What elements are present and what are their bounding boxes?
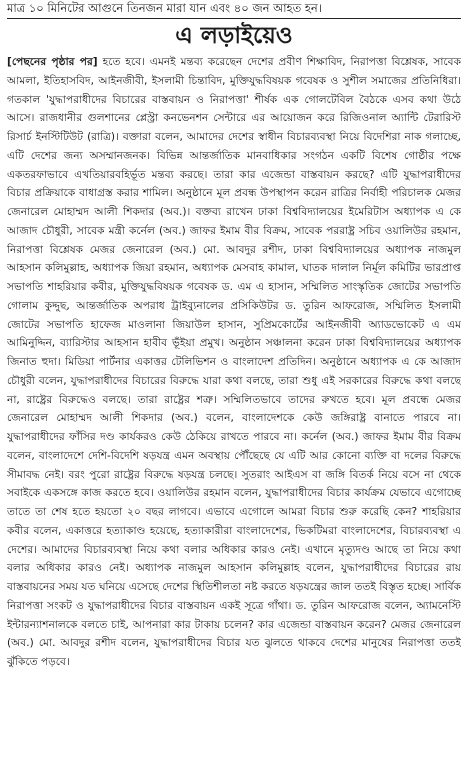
headline: এ লড়াইয়েও: [175, 23, 293, 49]
previous-article-tail: মাত্র ১০ মিনিটের আগুনে তিনজন মারা যান এবং ৪০ জন আহত হন।: [7, 1, 322, 15]
continued-label: [পেছনের পৃষ্ঠার পর]: [7, 56, 98, 68]
article-paragraph: [7, 53, 461, 672]
article-text: হতে হবে। এমনই মন্তব্য করেছেন দেশের প্রবীণ শিক্ষাবিদ, নিরাপত্তা বিশ্লেষক, সাবেক আমলা, ইতিহাসবিদ, আইনজীবী, ইসলামী চিন্তাবিদ, মুক্তিযুদ্ধবিষয়ক গবেষক ও সুশীল সমাজের প্রতিনিধিরা। গতকাল 'যুদ্ধাপরাধীদের বিচারের বাস্তবায়ন ও নিরাপত্তা' শীর্ষক এক গোলটেবিল বৈঠকে এসব কথা উঠে আসে। রাজধানীর গুলশানের প্লেস্ট্রা কনভেনশন সেন্টারে এর আয়োজন করে রিজিওনাল অ্যান্টি টেরারিস্ট রিসার্চ ইনস্টিটিউট (রাত্রি)। বক্তারা বলেন, আমাদের দেশের স্বাধীন বিচারব্যবস্থা নিয়ে বিদেশিরা নাক গলাচ্ছে, এটি দেশের জন্য অসম্মানজনক। বিভিন্ন আন্তর্জাতিক মানবাধিকার সংগঠন একটি বিশেষ গোষ্ঠীর পক্ষে একতরফাভাবে এখতিয়ারবহির্ভূত মন্তব্য করছে। তারা কার এজেন্ডা বাস্তবায়ন করছে? এটি যুদ্ধাপরাধীদের বিচার প্রক্রিয়াকে বাধাগ্রস্ত করার শামিল। অনুষ্ঠানে মূল প্রবন্ধ উপস্থাপন করেন রাত্রির নির্বাহী পরিচালক মেজর জেনারেল মোহাম্মদ আলী শিকদার (অব.)। বক্তব্য রাখেন ঢাকা বিশ্ববিদ্যালয়ের ইমেরিটাস অধ্যাপক এ কে আজাদ চৌধুরী, সাবেক মন্ত্রী কর্নেল (অব.) জাফর ইমাম বীর বিক্রম, সাবেক পররাষ্ট্র সচিব ওয়ালিউর রহমান, নিরাপত্তা বিশ্লেষক মেজর জেনারেল (অব.) মো. আবদুর রশীদ, ঢাকা বিশ্ববিদ্যালয়ের অধ্যাপক নাজমুল আহসান কলিমুল্লাহ, অধ্যাপক জিয়া রহমান, অধ্যাপক মেসবাহ কামাল, ঘাতক দালাল নির্মূল কমিটির ভারপ্রাপ্ত সভাপতি শাহরিয়ার কবীর, মুক্তিযুদ্ধবিষয়ক গবেষক ড. এম এ হাসান, সম্মিলিত সাংস্কৃতিক জোটের সভাপতি গোলাম কুদ্দুছ, আন্তর্জাতিক অপরাধ ট্রাইব্যুনালের প্রসিকিউটর ড. তুরিন আফরোজ, সম্মিলিত ইসলামী জোটের সভাপতি হাফেজ মাওলানা জিয়াউল হাসান, সুপ্রিমকোর্টের আইনজীবী অ্যাডভোকেট এ এম আমিনুদ্দিন, ব্যারিস্টার আহসান হাবীব ভূঁইয়া প্রমুখ। অনুষ্ঠান সঞ্চালনা করেন ঢাকা বিশ্ববিদ্যালয়ের অধ্যাপক জিনাত হুদা। মিডিয়া পার্টনার একাত্তর টেলিভিশন ও বাংলাদেশ প্রতিদিন। অনুষ্ঠানে অধ্যাপক এ কে আজাদ চৌধুরী বলেন, যুদ্ধাপরাধীদের বিচারের বিরুদ্ধে যারা কথা বলছে, তারা শুধু এই সরকারের বিরুদ্ধে কথা বলছে না, রাষ্ট্রের বিরুদ্ধেও বলছে। তারা রাষ্ট্রের শত্রু। সম্মিলিতভাবে তাদের রুখতে হবে। মূল প্রবন্ধে মেজর জেনারেল মোহাম্মদ আলী শিকদার (অব.) বলেন, বাংলাদেশকে কেউ জঙ্গিরাষ্ট্র বানাতে পারবে না। যুদ্ধাপরাধীদের ফাঁসির দণ্ড কার্যকরও কেউ ঠেকিয়ে রাখতে পারবে না। কর্নেল (অব.) জাফর ইমাম বীর বিক্রম বলেন, বাংলাদেশে দেশি-বিদেশি ষড়যন্ত্র এমন অবস্থায় পৌঁছেছে যে এটি আর কোনো ব্যক্তি বা দলের বিরুদ্ধে সীমাবদ্ধ নেই। বরং পুরো রাষ্ট্রের বিরুদ্ধে ষড়যন্ত্র চলছে। সুতরাং আইএস বা জঙ্গি বিতর্ক নিয়ে বসে না থেকে সবাইকে একসঙ্গে কাজ করতে হবে। ওয়ালিউর রহমান বলেন, যুদ্ধাপরাধীদের বিচার কার্যক্রম যেভাবে এগোচ্ছে তাতে তা শেষ হতে হয়তো ২০ বছর লাগবে। এভাবে এগোলে আমরা বিচার শুরু করেছি কেন? শাহরিয়ার কবীর বলেন, একাত্তরে হত্যাকাণ্ড হয়েছে, হত্যাকারীরা বাংলাদেশের, ভিকটিমরা বাংলাদেশের, বিচারব্যবস্থা এ দেশের। আমাদের বিচারব্যবস্থা নিয়ে কথা বলার অধিকার কারও নেই। এখানে মৃত্যুদণ্ড আছে তা নিয়ে কথা বলার অধিকার কারও নেই। অধ্যাপক নাজমুল আহসান কলিমুল্লাহ বলেন, যুদ্ধাপরাধীদের বিচারের রায় বাস্তবায়নের সময় যত ঘনিয়ে এসেছে দেশের স্থিতিশীলতা নষ্ট করতে ষড়যন্ত্রের জাল ততই বিস্তৃত হচ্ছে। সার্বিক নিরাপত্তা সংকট ও যুদ্ধাপরাধীদের বিচার বাস্তবায়ন একই সূত্রে গাঁথা। ড. তুরিন আফরোজ বলেন, অ্যামনেস্টি ইন্টারন্যাশনালকে বলতে চাই, আপনারা কার টাকায় চলেন? কার এজেন্ডা বাস্তবায়ন করেন? মেজর জেনারেল (অব.) মো. আবদুর রশীদ বলেন, যুদ্ধাপরাধীদের বিচার যত ঝুলতে থাকবে দেশের মানুষের নিরাপত্তা ততই ঝুঁকিতে পড়বে।: [7, 56, 461, 668]
divider: [7, 18, 461, 19]
article-body: [7, 53, 461, 756]
